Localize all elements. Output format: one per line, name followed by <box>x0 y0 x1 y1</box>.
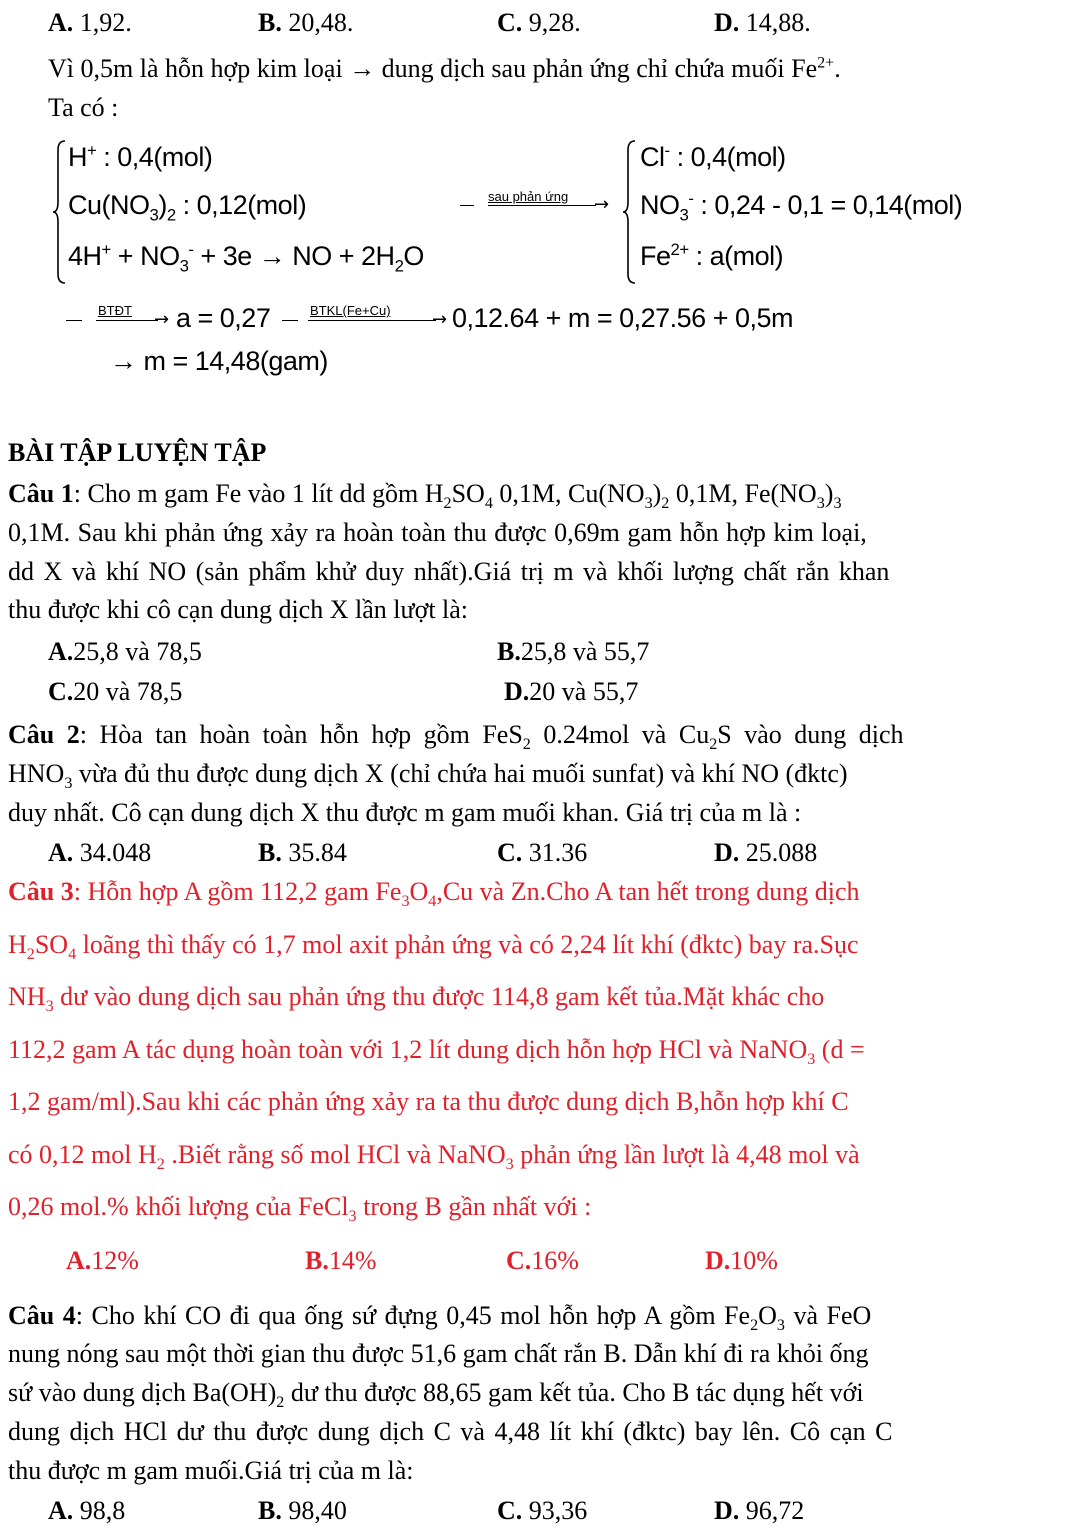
option-letter: C. <box>48 677 74 706</box>
option-value: 10% <box>730 1246 778 1275</box>
btkl-arrow: BTKL(Fe+Cu) → <box>282 302 450 332</box>
option-value: 35.84 <box>281 838 347 867</box>
option-letter: B. <box>305 1246 329 1275</box>
explanation-line: Vì 0,5m là hỗn hợp kim loại → dung dịch sau phản ứng chỉ chứa muối $Fe^{2+}$. <box>48 54 841 83</box>
option-letter: B. <box>258 1496 282 1525</box>
btdt-result: a = 0,27 <box>176 303 271 333</box>
q4-line-3: sứ vào dung dịch $Ba(OH)_2$ dư thu được 88,65 gam kết tủa. Cho B tác dụng hết với <box>8 1378 864 1412</box>
option-value: 31.36 <box>522 838 588 867</box>
option-letter: C. <box>497 1496 523 1525</box>
formula-right-2: $NO_3^-$ : 0,24 - 0,1 = 0,14(mol) <box>640 189 963 225</box>
q4-option-a <box>48 1495 125 1527</box>
q2-option-b <box>258 837 347 869</box>
option-value: 20 và 78,5 <box>73 677 183 706</box>
option-value: 16% <box>531 1246 579 1275</box>
option-value: 25,8 và 78,5 <box>73 637 202 666</box>
top-option-a <box>48 7 132 39</box>
q3-option-d <box>705 1245 778 1277</box>
btdt-arrow: BTĐT → <box>66 302 172 332</box>
top-option-c: C. 9,28. <box>497 8 581 37</box>
q1-option-b <box>497 636 649 668</box>
top-option-d: D. 14,88. <box>714 8 811 37</box>
option-letter: D. <box>714 838 740 867</box>
left-brace <box>52 140 66 284</box>
q1-line-2: 0,1M. Sau khi phản ứng xảy ra hoàn toàn thu được 0,69m gam hỗn hợp kim loại, <box>8 518 867 547</box>
q1-option-a <box>48 636 202 668</box>
final-result: → m = 14,48(gam) <box>110 346 328 376</box>
option-letter: C. <box>497 838 523 867</box>
formula-left-3: $4H^+ + NO_3^- + 3e$ → NO + $2H_2O$ <box>68 240 424 276</box>
option-value: 25,8 và 55,7 <box>520 637 650 666</box>
option-value: 20 và 55,7 <box>529 677 639 706</box>
option-letter: A. <box>48 1496 74 1525</box>
option-value: 1,92. <box>73 8 132 37</box>
q4-option-b <box>258 1495 347 1527</box>
section-title: BÀI TẬP LUYỆN TẬP <box>8 438 267 467</box>
q3-line-5: 1,2 gam/ml).Sau khi các phản ứng xảy ra ta thu được dung dịch B,hỗn hợp khí C <box>8 1087 849 1116</box>
q4-line-4: dung dịch HCl dư thu được dung dịch C và 4,48 lít khí (đktc) bay lên. Cô cạn C <box>8 1417 893 1446</box>
q2-line-3: duy nhất. Cô cạn dung dịch X thu được m gam muối khan. Giá trị của m là : <box>8 798 802 827</box>
option-value: 25.088 <box>739 838 818 867</box>
formula-left-2: $Cu(NO_3)_2$ : 0,12(mol) <box>68 190 307 225</box>
option-value: 14% <box>328 1246 377 1275</box>
ta-co-line: Ta có : <box>48 93 119 122</box>
q3-line-2: $H_2SO_4$ loãng thì thấy có 1,7 mol axit phản ứng và có 2,24 lít khí (đktc) bay ra.Sục <box>8 930 859 964</box>
right-brace <box>622 140 636 284</box>
formula-left-1: H+ : 0,4(mol) <box>68 141 213 172</box>
option-value: 12% <box>91 1246 139 1275</box>
arrow-label: sau phản ứng <box>488 189 569 204</box>
option-letter: B. <box>497 637 521 666</box>
option-value: 98,40 <box>281 1496 347 1525</box>
q2-option-c <box>497 837 587 869</box>
option-letter: B. <box>258 838 282 867</box>
q3-option-a <box>66 1245 139 1277</box>
q3-line-3: $NH_3$ dư vào dung dịch sau phản ứng thu được 114,8 gam kết tủa.Mặt khác cho <box>8 982 825 1016</box>
q3-line-6: có 0,12 mol $H_2$ .Biết rằng số mol HCl và NaNO$_3$ phản ứng lần lượt là 4,48 mol và <box>8 1140 860 1174</box>
q2-line-2: $HNO_3$ vừa đủ thu được dung dịch X (chỉ chứa hai muối sunfat) và khí NO (đktc) <box>8 759 848 793</box>
q4-option-c <box>497 1495 587 1527</box>
q1-option-d <box>504 676 638 708</box>
q4-line-2: nung nóng sau một thời gian thu được 51,6 gam chất rắn B. Dẫn khí đi ra khỏi ống <box>8 1339 869 1368</box>
option-letter: D. <box>705 1246 731 1275</box>
formula-right-3: $Fe^{2+}$ : a(mol) <box>640 240 784 271</box>
q3-option-c <box>506 1245 579 1277</box>
reaction-arrow: sau phản ứng → <box>460 188 610 218</box>
option-letter: A. <box>48 838 74 867</box>
formula-right-1: Cl- : 0,4(mol) <box>640 141 786 172</box>
btkl-result: 0,12.64 + m = 0,27.56 + 0,5m <box>452 303 793 333</box>
q3-option-b <box>305 1245 377 1277</box>
q3-line-4: 112,2 gam A tác dụng hoàn toàn với 1,2 lít dung dịch hỗn hợp HCl và NaNO$_3$ (d = <box>8 1035 865 1069</box>
option-letter: D. <box>504 677 530 706</box>
option-letter: A. <box>48 637 74 666</box>
option-letter: D. <box>714 1496 740 1525</box>
q3-line-7: 0,26 mol.% khối lượng của FeCl$_3$ trong B gần nhất với : <box>8 1192 592 1226</box>
q3-line-1: Câu 3: Hỗn hợp A gồm 112,2 gam $Fe_3O_4,Cu$ và Zn.Cho A tan hết trong dung dịch <box>8 877 860 911</box>
q1-line-1: Câu 1: Cho m gam Fe vào 1 lít dd gồm $H_2SO_4$ 0,1M, $Cu(NO_3)_2$ 0,1M, $Fe(NO_3)_3$ <box>8 479 842 513</box>
q1-option-c <box>48 676 182 708</box>
q2-line-1: Câu 2: Hòa tan hoàn toàn hỗn hợp gồm FeS$_2$ 0.24mol và $Cu_2S$ vào dung dịch <box>8 720 904 754</box>
option-value: 96,72 <box>739 1496 805 1525</box>
q4-option-d <box>714 1495 804 1527</box>
q4-line-5: thu được m gam muối.Giá trị của m là: <box>8 1456 414 1485</box>
option-letter: A. <box>66 1246 92 1275</box>
top-option-b: B. 20,48. <box>258 8 354 37</box>
option-value: 34.048 <box>73 838 152 867</box>
q2-option-a <box>48 837 151 869</box>
option-value: 93,36 <box>522 1496 588 1525</box>
q2-option-d <box>714 837 817 869</box>
option-letter: C. <box>506 1246 532 1275</box>
option-letter: A. <box>48 8 74 37</box>
q1-line-4: thu được khi cô cạn dung dịch X lần lượt là: <box>8 595 469 624</box>
q1-line-3: dd X và khí NO (sản phẩm khử duy nhất).Giá trị m và khối lượng chất rắn khan <box>8 557 890 586</box>
option-value: 98,8 <box>73 1496 126 1525</box>
q4-line-1: Câu 4: Cho khí CO đi qua ống sứ đựng 0,45 mol hỗn hợp A gồm $Fe_2O_3$ và FeO <box>8 1301 872 1335</box>
